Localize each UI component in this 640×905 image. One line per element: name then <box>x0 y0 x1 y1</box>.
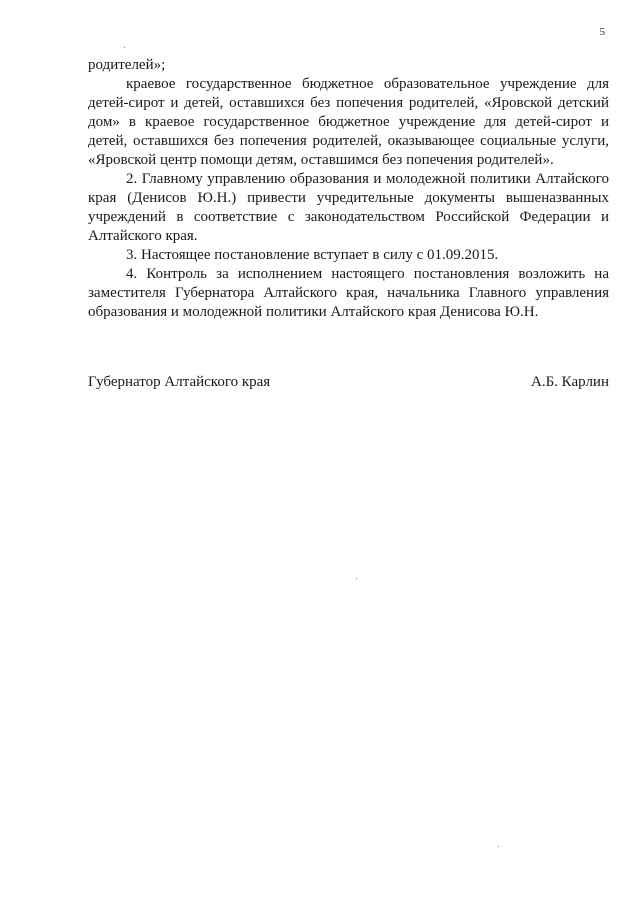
page-number: 5 <box>599 26 605 38</box>
scan-speck <box>356 578 357 579</box>
paragraph-item-4: 4. Контроль за исполнением настоящего постановления возложить на заместителя Губернатора Алтайского края, начальника Главного управления образования и молодежной политики Алтайского края Денисова Ю.Н. <box>88 266 609 320</box>
paragraph-continuation: родителей»; <box>88 57 166 73</box>
signatory-name: А.Б. Карлин <box>530 374 609 390</box>
paragraph-institution-rename: краевое государственное бюджетное образовательное учреждение для детей-сирот и детей, оставшихся без попечения родителей, «Яровской детский дом» в краевое государственное бюджетное учреждение для детей-сирот и детей, оставшихся без попечения родителей, оказывающее социальные услуги, «Яровской центр помощи детям, оставшимся без попечения родителей». <box>88 76 609 168</box>
paragraph-item-2: 2. Главному управлению образования и молодежной политики Алтайского края (Денисов Ю.Н.) привести учредительные документы вышеназванных учреждений в соответствие с законодательством Российской Федерации и Алтайского края. <box>88 171 609 244</box>
scan-speck <box>124 47 125 48</box>
signatory-position: Губернатор Алтайского края <box>88 374 271 390</box>
document-body <box>88 56 609 322</box>
signature-block <box>88 374 609 391</box>
paragraph-item-3: 3. Настоящее постановление вступает в силу с 01.09.2015. <box>126 247 499 263</box>
scan-speck <box>498 846 499 847</box>
